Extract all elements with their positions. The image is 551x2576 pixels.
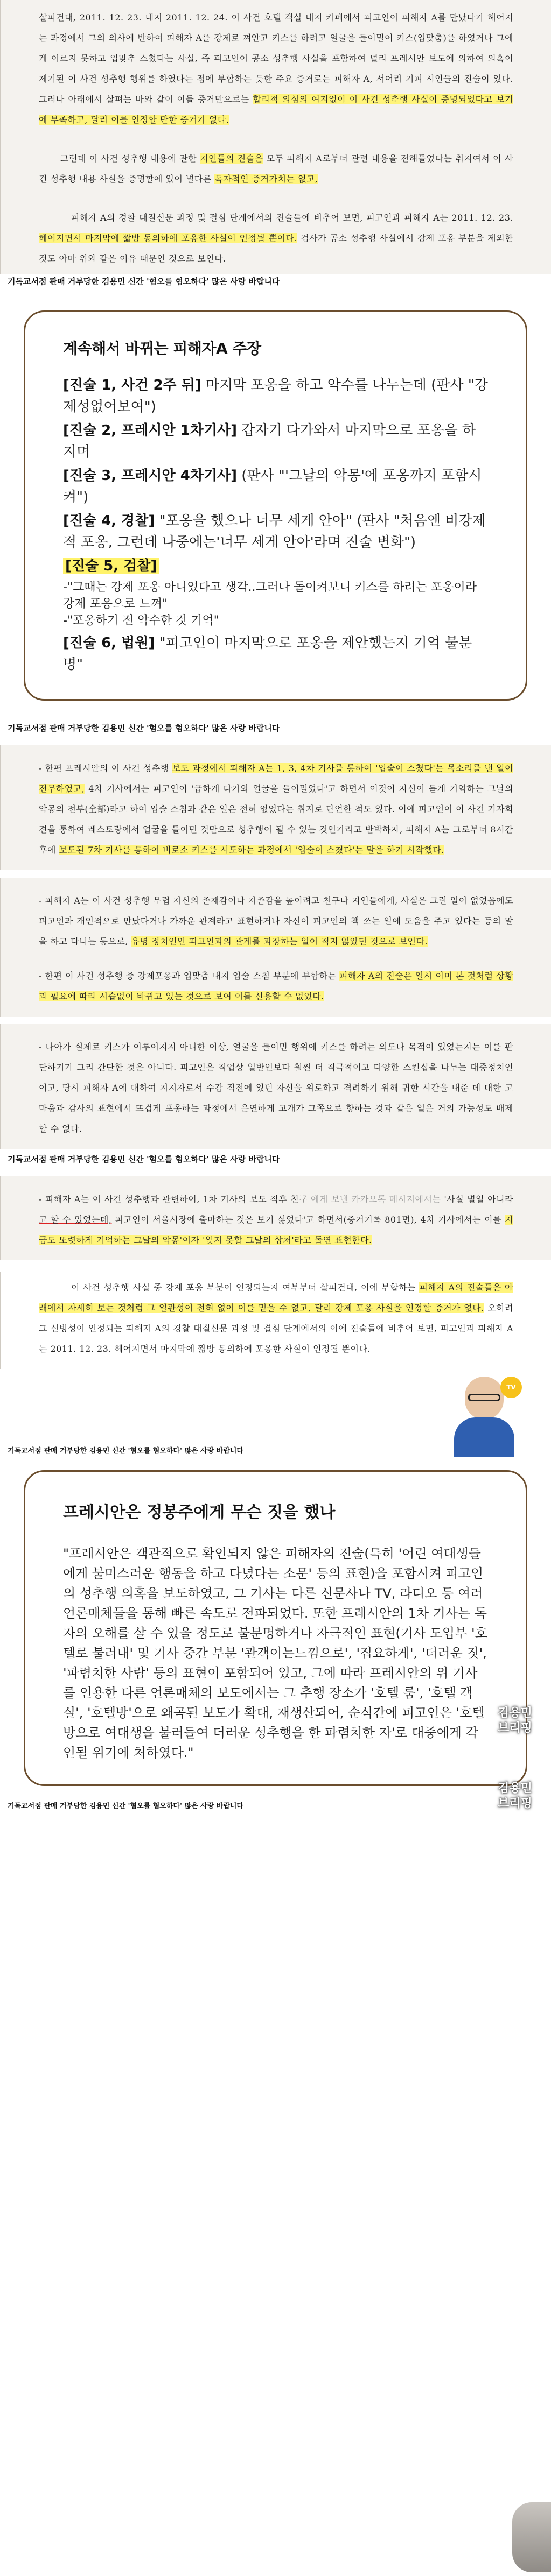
host-area [0,1369,551,1460]
highlight: 합리적 의심의 여지없이 이 사건 성추행 사실이 증명되었다고 보기에 부족하고, 달리 이를 인정할 만한 증거가 없다. [39,94,513,125]
highlight: 보도 과정에서 피해자 A는 1, 3, 4차 기사를 통하여 '입술이 스쳤다'는 목소리를 낸 일이 전무하였고, [39,763,513,794]
spacer [0,870,551,878]
book-promo-caption: 기독교서점 판매 거부당한 김용민 신간 '혐오를 혐오하다' 많은 사랑 바랍니다 [0,711,551,738]
court-excerpt-4 [0,1024,551,1149]
book-promo-caption: 기독교서점 판매 거부당한 김용민 신간 '혐오를 혐오하다' 많은 사랑 바랍니다 [0,274,551,291]
statement-4: [진술 4, 경찰] "포옹을 했으나 너무 세게 안아" (판사 "처음엔 비강제적 포옹, 그런데 나중에는'너무 세게 안아'라며 진술 변화") [63,513,486,551]
statement-5-line: -"그때는 강제 포옹 아니었다고 생각..그러나 돌이켜보니 키스를 하려는 포옹이라 강제 포옹으로 느껴" [63,581,477,611]
host-body [454,1417,514,1457]
highlight: 헤어지면서 마지막에 짧방 동의하에 포옹한 사실이 인정될 뿐이다. [39,233,298,243]
excerpt-paragraph: - 나아가 실제로 키스가 이루어지지 아니한 이상, 얼굴을 들이민 행위에 키스를 하려는 의도나 목적이 있었는지는 이를 판단하기가 그리 간단한 것은 아니다. 피고인은 직업상 일반인보다 훨씬 더 직극적이고 다양한 스킨십을 나누는 대중정치인이고, 당시 피해자 A에 대하여 지지자로서 수감 직전에 있던 자신을 위로하고 격려하기 위해 귀한 시간을 내준 데 대한 고마움과 감사의 표현에서 뜨겁게 포옹하는 과정에서 은연하게 고개가 그쪽으로 향하는 것과 같은 일은 거의 가능성도 배제할 수 없다. [39,1042,513,1134]
highlight: 지금도 또렷하게 기억하는 그날의 악몽'이자 '잊지 못할 그날의 상처'라고 돌연 표현한다. [39,1215,513,1245]
statement-5-line: -"포옹하기 전 악수한 것 기억" [63,614,219,627]
highlight: 유명 정치인인 피고인과의 관계를 과장하는 일이 적지 않았던 것으로 보인다. [131,936,428,947]
spacer [0,1260,551,1272]
court-excerpt-1 [0,0,551,274]
court-excerpt-2 [0,745,551,870]
glasses-icon [468,1394,500,1401]
highlight: 피해자 A의 진술은 일시 이미 본 것처럼 상황과 필요에 따라 시습없이 바뀌고 있는 것으로 보여 이를 신용할 수 없었다. [39,971,513,1001]
pressian-card [24,1470,527,1786]
statement-5: [진술 5, 검찰] [63,555,488,577]
highlight: 독자적인 증거가치는 없고, [214,174,318,184]
claims-card [24,310,527,701]
book-promo-caption: 기독교서점 판매 거부당한 김용민 신간 '혐오를 혐오하다' 많은 사랑 바랍니다 [0,1797,551,1815]
briefing-watermark-logo: 김용민 브리핑 [498,1706,532,1735]
briefing-watermark-logo: 김용민 브리핑 [498,1782,532,1810]
book-promo-caption: 기독교서점 판매 거부당한 김용민 신간 '혐오를 혐오하다' 많은 사랑 바랍니다 [0,1149,551,1169]
court-excerpt-3 [0,878,551,1017]
host-avatar [449,1377,519,1457]
excerpt-paragraph: - 한편 프레시안의 이 사건 성추행 보도 과정에서 피해자 A는 1, 3, 4차 기사를 통하여 '입술이 스쳤다'는 목소리를 낸 일이 전무하였고, 4차 기사에서는 피고인이 '급하게 다가와 얼굴을 들이밀었다'고 하면서 이것이 자신이 듣게 기억하는 그날의 악몽의 전부(全部)라고 하여 입술 스침과 같은 일은 전혀 없었다는 취지로 단언한 적도 있다. 이에 피고인이 이 사건 기자회견을 통하여 레스토랑에서 얼굴을 들이민 것만으로 성추행이 될 수 있는 것인가라고 반박하자, 피해자 A는 그로부터 8시간 후에 보도된 7차 기사를 통하여 비로소 키스를 시도하는 과정에서 '입술이 스쳤다'는 말을 하기 시작했다. [39,763,514,855]
excerpt-paragraph: - 피해자 A는 이 사건 성추행과 관련하여, 1차 기사의 보도 직후 친구 에게 보낸 카카오톡 메시지에서는 '사실 별일 아니라고 할 수 있었는데, 피고인이 서울시장에 출마하는 것은 보기 싫었다'고 하면서(증거기록 801면), 4차 기사에서는 이를 지금도 또렷하게 기억하는 그날의 악몽'이자 '잊지 못할 그날의 상처'라고 돌연 표현한다. [39,1194,513,1245]
card-title: 프레시안은 정봉주에게 무슨 짓을 했나 [63,1503,336,1522]
person-thumbnail [512,2502,551,2572]
highlight: 보도된 7차 기사를 통하여 비로소 키스를 시도하는 과정에서 '입술이 스쳤다'는 말을 하기 시작했다. [59,845,444,855]
book-promo-caption: 기독교서점 판매 거부당한 김용민 신간 '혐오를 혐오하다' 많은 사랑 바랍니다 [0,1443,251,1457]
channel-badge-icon: TV [500,1377,522,1398]
excerpt-paragraph: 피해자 A의 경찰 대질신문 과정 및 결심 단계에서의 진술들에 비추어 보면, 피고인과 피해자 A는 2011. 12. 23. 헤어지면서 마지막에 짧방 동의하에 포옹한 사실이 인정될 뿐이다. 검사가 공소 성추행 사실에서 강제 포옹 부분을 제외한 것도 아마 위와 같은 이유 때문인 것으로 보인다. [39,213,513,264]
statement-1: [진술 1, 사건 2주 뒤] 마지막 포옹을 하고 악수를 나누는데 (판사 "강제성없어보여") [63,377,488,415]
highlight: 지인들의 진술은 [200,153,263,164]
excerpt-paragraph: - 피해자 A는 이 사건 성추행 무렵 자신의 존재감이나 자존감을 높이려고 친구나 지인들에게, 사실은 그런 일이 없었음에도 피고인과 개인적으로 만났다거나 가까운 관계라고 표현하거나 자신이 피고인의 책 쓰는 일에 도움을 주고 있다는 등의 말을 하고 다니는 등으로, 유명 정치인인 피고인과의 관계를 과장하는 일이 적지 않았던 것으로 보인다. [39,895,513,947]
excerpt-paragraph: 살피건대, 2011. 12. 23. 내지 2011. 12. 24. 이 사건 호텔 객실 내지 카페에서 피고인이 피해자 A를 만났다가 헤어지는 과정에서 그의 의사에 반하여 피해자 A를 강제로 껴안고 키스를 하려고 얼굴을 들이밀어 키스(입맞춤)를 하였거나 그에게 이르지 못하고 입맞추 스쳤다는 사실, 즉 피고인이 공소 성추행 사실을 포함하여 널리 프레시안 보도에 의하여 의혹이 제기된 이 사건 성추행 행위를 하였다는 점에 부합하는 듯한 주요 증거로는 피해자 A, 서어리 기피 시인들의 진술이 있다. 그러나 아래에서 살펴는 바와 같이 이들 증거만으로는 합리적 의심의 여지없이 이 사건 성추행 사실이 증명되었다고 보기에 부족하고, 달리 이를 인정할 만한 증거가 없다. [39,12,513,125]
highlight: 피해자 A의 진술들은 아래에서 자세히 보는 것처럼 그 일관성이 전혀 없어 이를 믿을 수 없고, 달리 강제 포옹 사실을 인정할 증거가 없다. [39,1282,513,1313]
excerpt-paragraph: 이 사건 성추행 사실 중 강제 포옹 부분이 인정되는지 여부부터 살피건대, 이에 부합하는 피해자 A의 진술들은 아래에서 자세히 보는 것처럼 그 일관성이 전혀 없어 이를 믿을 수 없고, 달리 강제 포옹 사실을 인정할 증거가 없다. 오히려 그 신빙성이 인정되는 피해자 A의 경찰 대질신문 과정 및 결심 단계에서의 이에 진술들에 비추어 보면, 피고인과 피해자 A는 2011. 12. 23. 헤어지면서 마지막에 짧방 동의하에 포옹한 사실이 인정될 뿐이다. [39,1282,513,1354]
excerpt-paragraph: 그런데 이 사건 성추행 내용에 관한 지인들의 진술은 모두 피해자 A로부터 관련 내용을 전해들었다는 취지여서 이 사건 성추행 내용 사실을 증명할에 있어 별다른 독자적인 증거가치는 없고, [39,153,514,184]
court-excerpt-5 [0,1176,551,1260]
card-title: 계속해서 바뀌는 피해자A 주장 [63,340,261,357]
statement-6: [진술 6, 법원] "피고인이 마지막으로 포옹을 제안했는지 기억 불분명" [63,635,472,673]
court-excerpt-6 [0,1272,551,1369]
excerpt-paragraph: - 한편 이 사건 성추행 중 강제포옹과 입맞춤 내지 입술 스침 부분에 부합하는 피해자 A의 진술은 일시 이미 본 것처럼 상황과 필요에 따라 시습없이 바뀌고 있는 것으로 보여 이를 신용할 수 없었다. [39,971,513,1001]
ruling-quote: "프레시안은 객관적으로 확인되지 않은 피해자의 진술(특히 '어린 여대생들에게 불미스러운 행동을 하고 다녔다는 소문' 등의 표현)을 포함시켜 피고인의 성추행 의혹을 보도하였고, 그 기사는 다른 신문사나 TV, 라디오 등 여러 언론매체들을 통해 빠른 속도로 전파되었다. 또한 프레시안의 1차 기사는 독자의 오해를 살 수 있을 정도로 불분명하거나 자극적인 표현(기사 도입부 '호텔로 불러내' 및 기사 중간 부분 '관객이는느낌으로', '집요하게', '더러운 짓', '파렴치한 사람' 등의 표현이 포함되어 있고, 그에 따라 프레시안의 위 기사를 인용한 다른 언론매체의 보도에서는 그 추행 장소가 '호텔 룸', '호텔 객실', '호텔방'으로 왜곡된 보도가 확대, 재생산되어, 순식간에 피고인은 '호텔방으로 여대생을 불러들여 더러운 성추행을 한 파렴치한 자'로 대중에게 각인될 위기에 처하였다." [63,1546,487,1760]
statement-2: [진술 2, 프레시안 1차기사] 갑자기 다가와서 마지막으로 포옹을 하지며 [63,422,476,460]
spacer [0,1017,551,1024]
statement-3: [진술 3, 프레시안 4차기사] (판사 "'그날의 악몽'에 포옹까지 포함시켜") [63,468,482,505]
